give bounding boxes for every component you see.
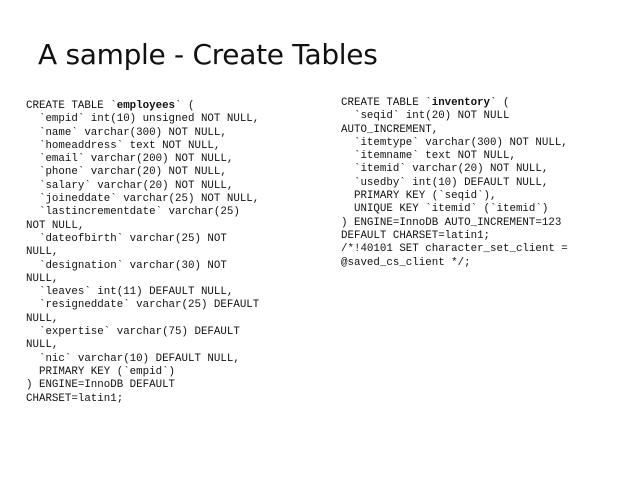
sql-line: NULL, <box>26 272 59 285</box>
sql-line: `itemid` varchar(20) NOT NULL, <box>341 163 549 176</box>
sql-line: `lastincrementdate` varchar(25) <box>26 206 240 219</box>
sql-keyword: CREATE TABLE ` <box>341 97 432 109</box>
sql-line: `empid` int(10) unsigned NOT NULL, <box>26 113 260 126</box>
sql-line: `salary` varchar(20) NOT NULL, <box>26 179 234 192</box>
sql-line: PRIMARY KEY (`seqid`), <box>341 190 497 203</box>
sql-line: `phone` varchar(20) NOT NULL, <box>26 166 227 179</box>
sql-line: UNIQUE KEY `itemid` (`itemid`) <box>341 203 549 216</box>
sql-line: ) ENGINE=InnoDB DEFAULT <box>26 379 176 392</box>
sql-line: `designation` varchar(30) NOT <box>26 259 227 272</box>
sql-keyword: CREATE TABLE ` <box>26 100 117 112</box>
sql-punctuation: ` ( <box>490 97 510 109</box>
sql-line: `seqid` int(20) NOT NULL <box>341 110 510 123</box>
sql-line: `itemtype` varchar(300) NOT NULL, <box>341 136 568 149</box>
sql-line-create <box>341 97 568 110</box>
sql-line: `resigneddate` varchar(25) DEFAULT <box>26 299 260 312</box>
sql-line: `leaves` int(11) DEFAULT NULL, <box>26 286 234 299</box>
sql-line: `homeaddress` text NOT NULL, <box>26 139 221 152</box>
sql-line: `itemname` text NOT NULL, <box>341 150 516 163</box>
slide-title: A sample - Create Tables <box>38 38 378 71</box>
sql-line: ) ENGINE=InnoDB AUTO_INCREMENT=123 <box>341 216 562 229</box>
sql-punctuation: ` ( <box>175 100 195 112</box>
sql-line: `name` varchar(300) NOT NULL, <box>26 126 227 139</box>
employees-sql-code <box>26 100 259 406</box>
sql-line: `usedby` int(10) DEFAULT NULL, <box>341 176 549 189</box>
sql-line-create <box>26 100 259 113</box>
sql-line: @saved_cs_client */; <box>341 256 471 269</box>
sql-line: `nic` varchar(10) DEFAULT NULL, <box>26 352 240 365</box>
sql-line: AUTO_INCREMENT, <box>341 123 439 136</box>
sql-line: `joineddate` varchar(25) NOT NULL, <box>26 193 260 206</box>
sql-line: NULL, <box>26 312 59 325</box>
sql-line: NULL, <box>26 339 59 352</box>
sql-line: /*!40101 SET character_set_client = <box>341 243 568 256</box>
inventory-sql-code <box>341 97 568 270</box>
sql-line: `expertise` varchar(75) DEFAULT <box>26 326 240 339</box>
sql-line: CHARSET=latin1; <box>26 392 124 405</box>
table-name-employees: employees <box>116 100 176 112</box>
sql-line: NULL, <box>26 246 59 259</box>
sql-line: DEFAULT CHARSET=latin1; <box>341 229 491 242</box>
table-name-inventory: inventory <box>431 97 491 109</box>
sql-line: PRIMARY KEY (`empid`) <box>26 365 176 378</box>
sql-line: `email` varchar(200) NOT NULL, <box>26 153 234 166</box>
sql-line: `dateofbirth` varchar(25) NOT <box>26 232 227 245</box>
sql-line: NOT NULL, <box>26 219 85 232</box>
